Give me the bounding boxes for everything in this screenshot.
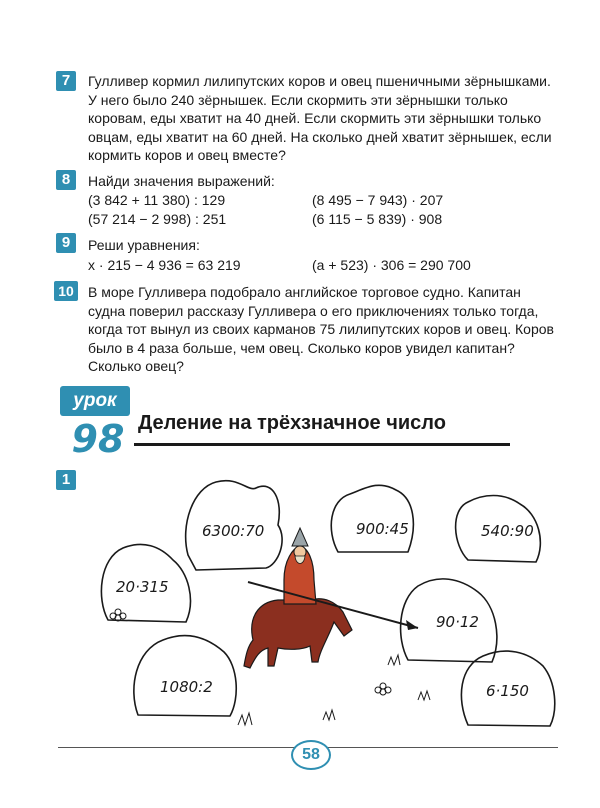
stone-shape bbox=[134, 636, 236, 716]
expression: (3 842 + 11 380) : 129 bbox=[88, 192, 226, 208]
page-number: 58 bbox=[291, 740, 331, 770]
stone-expression: 20·315 bbox=[116, 578, 169, 596]
task-7-line: У него было 240 зёрнышек. Если скормить эти зёрнышки только bbox=[88, 91, 508, 108]
task-10-line: когда тот вынул из своих карманов 75 лилипутских коров и овец. Коров bbox=[88, 321, 554, 337]
task-7-line: коровам, еды хватит на 40 дней. Если скормить эти зёрнышки только bbox=[88, 110, 542, 126]
task-8-left-column bbox=[88, 191, 226, 229]
equation: (a + 523) · 306 = 290 700 bbox=[312, 257, 471, 273]
horse-shape bbox=[244, 599, 352, 668]
task-number-badge: 7 bbox=[56, 71, 76, 91]
flower-icon bbox=[110, 609, 126, 621]
stone-expression: 6·150 bbox=[486, 682, 529, 700]
title-underline bbox=[134, 443, 510, 446]
task-number-badge: 9 bbox=[56, 233, 76, 253]
flower-icon bbox=[375, 683, 391, 695]
stones-illustration bbox=[88, 470, 568, 740]
grass-tuft bbox=[418, 691, 430, 700]
task-10-line: судна поверил рассказу Гулливера о его приключениях только тогда, bbox=[88, 302, 539, 319]
task-7-line: Гулливер кормил лилипутских коров и овец пшеничными зёрнышками. bbox=[88, 73, 551, 89]
task-10-line: Сколько овец? bbox=[88, 358, 184, 374]
grass-tuft bbox=[238, 713, 252, 725]
task-number-badge: 10 bbox=[54, 281, 78, 301]
task-number-badge: 8 bbox=[56, 170, 76, 190]
stone-shape bbox=[331, 485, 413, 552]
task-7-text bbox=[88, 72, 558, 165]
task-10-line: В море Гулливера подобрало английское торговое судно. Капитан bbox=[88, 284, 521, 300]
helmet-shape bbox=[292, 528, 308, 546]
task-number-badge: 1 bbox=[56, 470, 76, 490]
task-8-prompt: Найди значения выражений: bbox=[88, 173, 275, 189]
grass-tuft bbox=[323, 710, 335, 720]
equation: x · 215 − 4 936 = 63 219 bbox=[88, 257, 241, 273]
grass-tuft bbox=[388, 655, 400, 665]
stone-expression: 540:90 bbox=[481, 522, 534, 540]
lesson-number: 98 bbox=[71, 417, 125, 461]
stone-expression: 900:45 bbox=[356, 520, 409, 538]
expression: (6 115 − 5 839) · 908 bbox=[312, 211, 443, 227]
task-10-line: было в 4 раза больше, чем овец. Сколько коров увидел капитан? bbox=[88, 339, 515, 356]
expression: (8 495 − 7 943) · 207 bbox=[312, 192, 444, 208]
task-7-line: овцам, еды хватит на 60 дней. На сколько дней хватит зёрнышек, если bbox=[88, 128, 552, 145]
lesson-tag: урок bbox=[60, 386, 130, 416]
task-9-prompt: Реши уравнения: bbox=[88, 237, 200, 253]
stone-expression: 1080:2 bbox=[160, 678, 213, 696]
stone-expression: 90·12 bbox=[436, 613, 479, 631]
rider-illustration bbox=[244, 528, 418, 668]
task-8-right-column bbox=[312, 191, 443, 229]
expression: (57 214 − 2 998) : 251 bbox=[88, 211, 227, 227]
task-10-text bbox=[88, 283, 558, 376]
task-7-line: кормить коров и овец вместе? bbox=[88, 147, 286, 163]
lesson-title: Деление на трёхзначное число bbox=[138, 412, 446, 434]
stone-expression: 6300:70 bbox=[202, 522, 265, 540]
